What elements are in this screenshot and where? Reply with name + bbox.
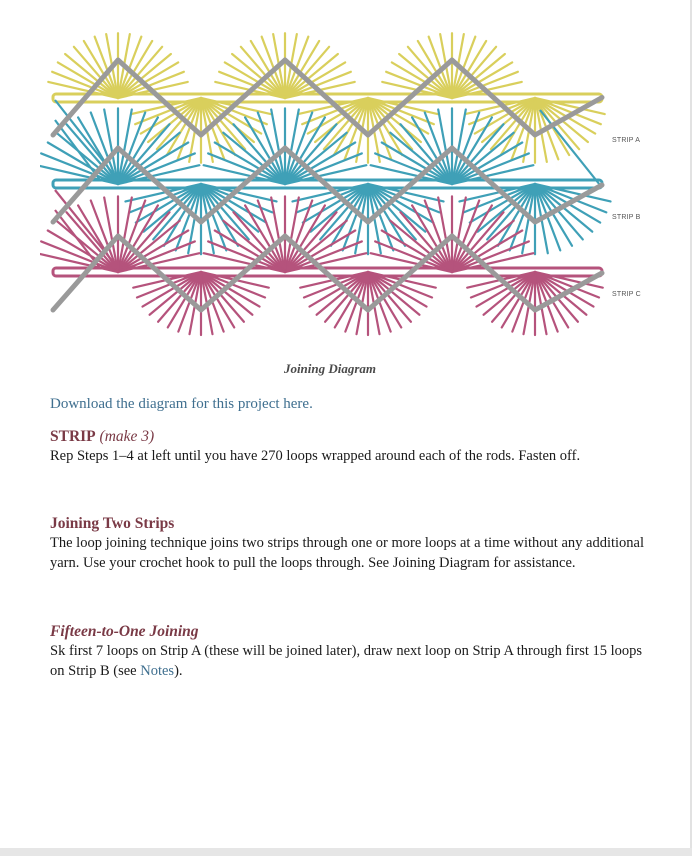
joining-body: The loop joining technique joins two strips through one or more loops at a time without any additional yarn. Use your crochet hook to pull the loops through. See Joining Diagram for assistance.: [50, 535, 645, 571]
page-bottom-edge: [0, 848, 692, 856]
fifteen-body-end: ).: [174, 663, 183, 679]
figure-caption: Joining Diagram: [283, 361, 377, 376]
joining-heading: [50, 515, 650, 533]
fifteen-section: [50, 623, 650, 681]
strip-c-bottom-fan: [300, 272, 436, 335]
strip-note: (make 3): [99, 428, 155, 445]
strip-title: STRIP: [50, 428, 96, 445]
fifteen-body-text: Sk first 7 loops on Strip A (these will be joined later), draw next loop on Strip A through first 15 loops on Strip B (see: [50, 643, 643, 679]
strip-c-label: STRIP C: [612, 291, 641, 298]
fifteen-title: Fifteen-to-One Joining: [50, 623, 199, 640]
fifteen-heading: [50, 623, 650, 641]
strip-heading: [50, 428, 650, 446]
joining-chains: [53, 60, 602, 310]
strip-a-label: STRIP A: [612, 137, 641, 144]
strip-a-bottom-fan: [131, 98, 270, 163]
strip-body: Rep Steps 1–4 at left until you have 270 loops wrapped around each of the rods. Fasten off.: [50, 448, 581, 464]
joining-section: [50, 515, 650, 573]
strip-a-bottom-fan: [298, 98, 437, 163]
strip-a-top-fan: [48, 33, 187, 98]
joining-title: Joining Two Strips: [50, 515, 175, 532]
strip-b-label: STRIP B: [612, 214, 641, 221]
strip-a-top-fan: [215, 33, 354, 98]
notes-link[interactable]: Notes: [140, 663, 175, 679]
joining-diagram: [40, 18, 652, 353]
strip-section: [50, 428, 650, 466]
strip-c-bottom-fan: [133, 272, 269, 335]
download-diagram-link[interactable]: Download the diagram for this project here.: [50, 396, 313, 412]
strip-a-top-fan: [382, 33, 521, 98]
fifteen-body: [50, 641, 650, 681]
